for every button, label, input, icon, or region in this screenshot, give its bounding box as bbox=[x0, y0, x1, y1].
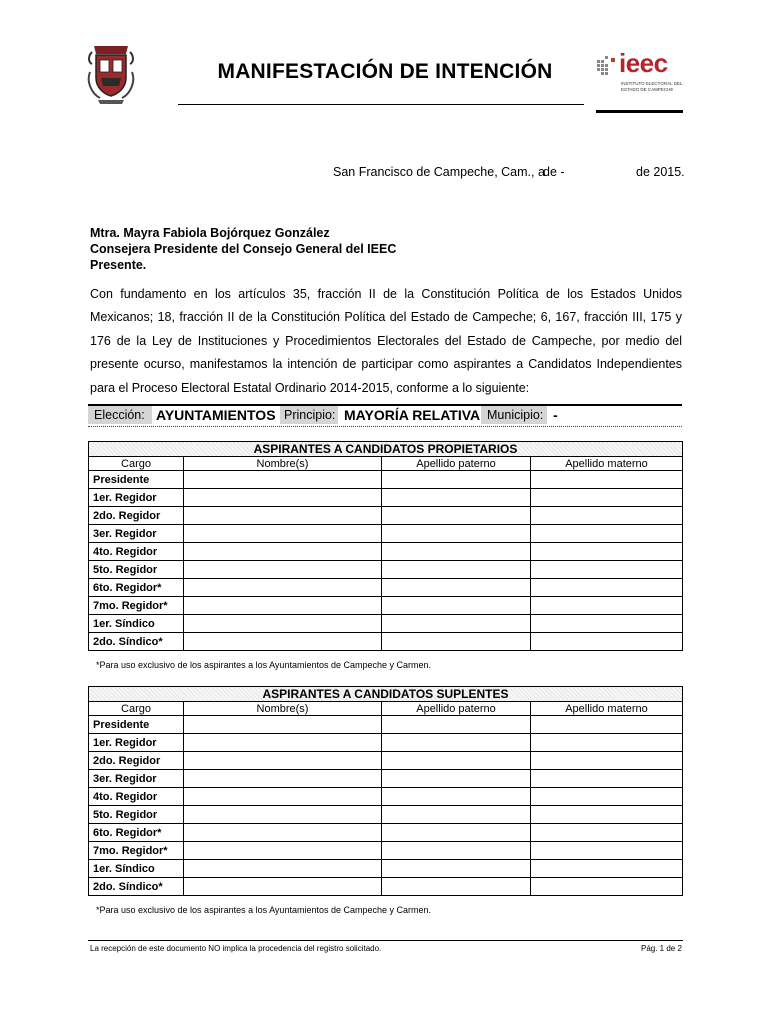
principio-value[interactable]: MAYORÍA RELATIVA bbox=[344, 407, 481, 423]
paterno-field[interactable] bbox=[382, 489, 531, 507]
col-paterno: Apellido paterno bbox=[382, 702, 531, 716]
election-bar bbox=[88, 404, 682, 427]
materno-field[interactable] bbox=[531, 543, 683, 561]
nombre-field[interactable] bbox=[184, 579, 382, 597]
paterno-field[interactable] bbox=[382, 543, 531, 561]
nombre-field[interactable] bbox=[184, 788, 382, 806]
paterno-field[interactable] bbox=[382, 734, 531, 752]
cargo-label: 2do. Regidor bbox=[89, 752, 184, 770]
ieec-logo-sub-1: INSTITUTO ELECTORAL DEL bbox=[621, 81, 683, 86]
col-nombre: Nombre(s) bbox=[184, 457, 382, 471]
cargo-label: 3er. Regidor bbox=[89, 525, 184, 543]
propietarios-title: ASPIRANTES A CANDIDATOS PROPIETARIOS bbox=[89, 442, 683, 457]
materno-field[interactable] bbox=[531, 597, 683, 615]
principio-label-cell bbox=[280, 406, 338, 424]
materno-field[interactable] bbox=[531, 579, 683, 597]
cargo-label: 2do. Regidor bbox=[89, 507, 184, 525]
nombre-field[interactable] bbox=[184, 770, 382, 788]
nombre-field[interactable] bbox=[184, 806, 382, 824]
materno-field[interactable] bbox=[531, 471, 683, 489]
materno-field[interactable] bbox=[531, 716, 683, 734]
title-underline bbox=[178, 104, 584, 105]
date-year: de 2015. bbox=[636, 165, 685, 179]
cargo-label: 6to. Regidor* bbox=[89, 579, 184, 597]
footer-disclaimer: La recepción de este documento NO implica la procedencia del registro solicitado. bbox=[90, 944, 382, 953]
materno-field[interactable] bbox=[531, 824, 683, 842]
nombre-field[interactable] bbox=[184, 489, 382, 507]
nombre-field[interactable] bbox=[184, 860, 382, 878]
cargo-label: 2do. Síndico* bbox=[89, 633, 184, 651]
date-de: de - bbox=[543, 165, 565, 179]
addressee-title: Consejera Presidente del Consejo General del IEEC bbox=[90, 242, 397, 256]
col-materno: Apellido materno bbox=[531, 702, 683, 716]
paterno-field[interactable] bbox=[382, 633, 531, 651]
nombre-field[interactable] bbox=[184, 734, 382, 752]
materno-field[interactable] bbox=[531, 489, 683, 507]
body-paragraph: Con fundamento en los artículos 35, fracción II de la Constitución Política de los Estados Unidos Mexicanos; 18, fracción II de la Constitución Política del Estado de Campeche; 6, 167, fracción III, 175 y 176 de la Ley de Instituciones y Procedimientos Electorales del Estado de Campeche, por medio del presente ocurso, manifestamos la intención de participar como aspirantes a Candidatos Independientes para el Proceso Electoral Estatal Ordinario 2014-2015, conforme a lo siguiente: bbox=[90, 287, 682, 395]
suplentes-table bbox=[88, 686, 683, 896]
cargo-label: 5to. Regidor bbox=[89, 806, 184, 824]
paterno-field[interactable] bbox=[382, 579, 531, 597]
cargo-label: 3er. Regidor bbox=[89, 770, 184, 788]
eleccion-label-cell bbox=[88, 406, 152, 424]
materno-field[interactable] bbox=[531, 788, 683, 806]
paterno-field[interactable] bbox=[382, 824, 531, 842]
municipio-label-cell bbox=[481, 406, 547, 424]
cargo-label: Presidente bbox=[89, 716, 184, 734]
logo-rule bbox=[596, 110, 683, 113]
paterno-field[interactable] bbox=[382, 615, 531, 633]
cargo-label: 4to. Regidor bbox=[89, 788, 184, 806]
col-nombre: Nombre(s) bbox=[184, 702, 382, 716]
addressee-name: Mtra. Mayra Fabiola Bojórquez González bbox=[90, 226, 330, 240]
cargo-label: 1er. Síndico bbox=[89, 860, 184, 878]
cargo-label: 7mo. Regidor* bbox=[89, 597, 184, 615]
materno-field[interactable] bbox=[531, 770, 683, 788]
paterno-field[interactable] bbox=[382, 561, 531, 579]
materno-field[interactable] bbox=[531, 507, 683, 525]
materno-field[interactable] bbox=[531, 878, 683, 896]
ieec-logo bbox=[597, 50, 689, 94]
nombre-field[interactable] bbox=[184, 507, 382, 525]
col-paterno: Apellido paterno bbox=[382, 457, 531, 471]
page-title: MANIFESTACIÓN DE INTENCIÓN bbox=[217, 60, 553, 83]
cargo-label: 1er. Regidor bbox=[89, 734, 184, 752]
materno-field[interactable] bbox=[531, 842, 683, 860]
materno-field[interactable] bbox=[531, 806, 683, 824]
nombre-field[interactable] bbox=[184, 471, 382, 489]
nombre-field[interactable] bbox=[184, 878, 382, 896]
cargo-label: 6to. Regidor* bbox=[89, 824, 184, 842]
ieec-dots-icon bbox=[597, 56, 619, 78]
nombre-field[interactable] bbox=[184, 716, 382, 734]
cargo-label: 5to. Regidor bbox=[89, 561, 184, 579]
paterno-field[interactable] bbox=[382, 525, 531, 543]
paterno-field[interactable] bbox=[382, 471, 531, 489]
materno-field[interactable] bbox=[531, 734, 683, 752]
nombre-field[interactable] bbox=[184, 543, 382, 561]
suplentes-title: ASPIRANTES A CANDIDATOS SUPLENTES bbox=[89, 687, 683, 702]
cargo-label: Presidente bbox=[89, 471, 184, 489]
col-materno: Apellido materno bbox=[531, 457, 683, 471]
paterno-field[interactable] bbox=[382, 788, 531, 806]
paterno-field[interactable] bbox=[382, 752, 531, 770]
ieec-logo-sub-2: ESTADO DE CAMPECHE bbox=[621, 87, 674, 92]
paterno-field[interactable] bbox=[382, 770, 531, 788]
nombre-field[interactable] bbox=[184, 752, 382, 770]
paterno-field[interactable] bbox=[382, 716, 531, 734]
page-number: Pág. 1 de 2 bbox=[641, 944, 682, 953]
eleccion-value[interactable]: AYUNTAMIENTOS bbox=[156, 407, 276, 423]
nombre-field[interactable] bbox=[184, 842, 382, 860]
addressee-presente: Presente. bbox=[90, 258, 147, 272]
paterno-field[interactable] bbox=[382, 860, 531, 878]
materno-field[interactable] bbox=[531, 633, 683, 651]
materno-field[interactable] bbox=[531, 525, 683, 543]
materno-field[interactable] bbox=[531, 561, 683, 579]
col-cargo: Cargo bbox=[89, 457, 184, 471]
propietarios-table bbox=[88, 441, 683, 651]
date-place: San Francisco de Campeche, Cam., a bbox=[333, 165, 545, 179]
ieec-logo-text: ieec bbox=[619, 48, 668, 78]
suplentes-note: *Para uso exclusivo de los aspirantes a los Ayuntamientos de Campeche y Carmen. bbox=[96, 905, 432, 915]
nombre-field[interactable] bbox=[184, 597, 382, 615]
cargo-label: 4to. Regidor bbox=[89, 543, 184, 561]
paterno-field[interactable] bbox=[382, 842, 531, 860]
col-cargo: Cargo bbox=[89, 702, 184, 716]
paterno-field[interactable] bbox=[382, 806, 531, 824]
paterno-field[interactable] bbox=[382, 507, 531, 525]
cargo-label: 1er. Regidor bbox=[89, 489, 184, 507]
municipio-label: Municipio: bbox=[487, 408, 544, 422]
materno-field[interactable] bbox=[531, 752, 683, 770]
cargo-label: 2do. Síndico* bbox=[89, 878, 184, 896]
nombre-field[interactable] bbox=[184, 615, 382, 633]
materno-field[interactable] bbox=[531, 615, 683, 633]
materno-field[interactable] bbox=[531, 860, 683, 878]
propietarios-note: *Para uso exclusivo de los aspirantes a los Ayuntamientos de Campeche y Carmen. bbox=[96, 660, 432, 670]
nombre-field[interactable] bbox=[184, 561, 382, 579]
cargo-label: 1er. Síndico bbox=[89, 615, 184, 633]
nombre-field[interactable] bbox=[184, 525, 382, 543]
nombre-field[interactable] bbox=[184, 633, 382, 651]
paterno-field[interactable] bbox=[382, 878, 531, 896]
eleccion-label: Elección: bbox=[94, 408, 145, 422]
cargo-label: 7mo. Regidor* bbox=[89, 842, 184, 860]
principio-label: Principio: bbox=[284, 408, 336, 422]
municipio-value[interactable]: - bbox=[553, 407, 558, 423]
paterno-field[interactable] bbox=[382, 597, 531, 615]
footer-rule bbox=[88, 940, 683, 941]
nombre-field[interactable] bbox=[184, 824, 382, 842]
